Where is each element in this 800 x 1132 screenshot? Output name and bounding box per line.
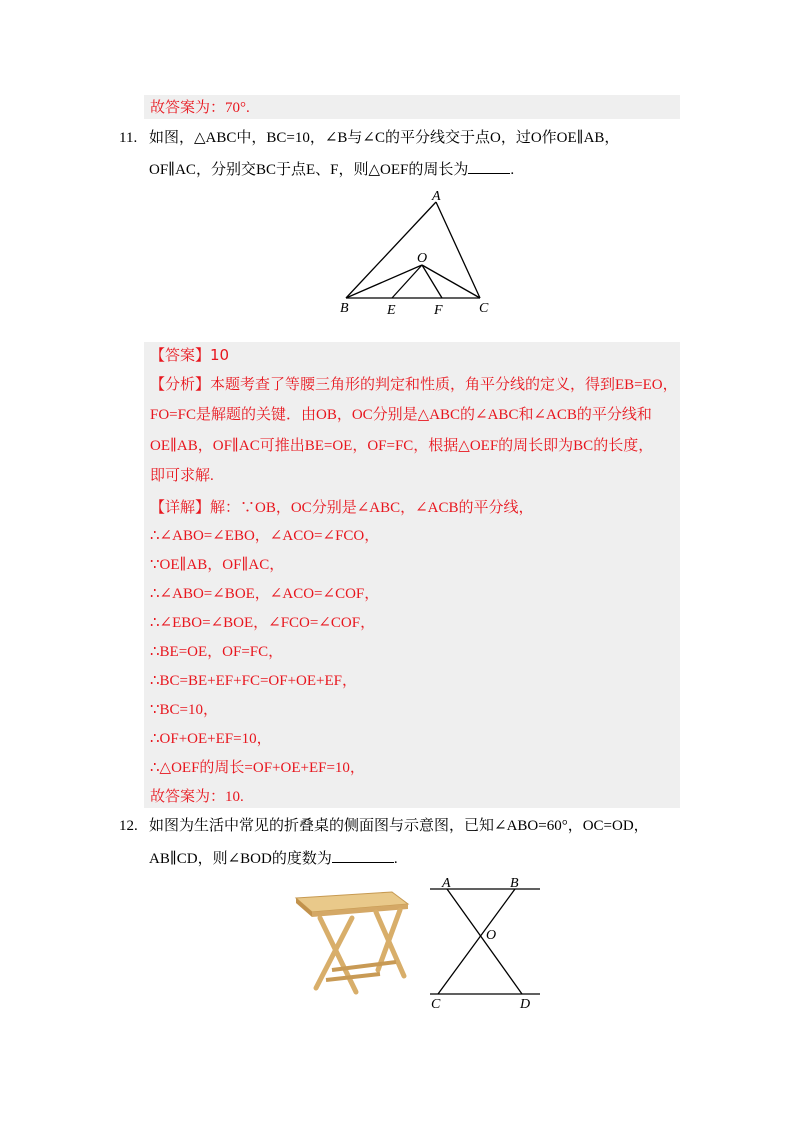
step-line: ∴∠ABO=∠EBO，∠ACO=∠FCO，	[150, 528, 380, 544]
q11-seg-ob	[346, 265, 422, 298]
analysis-text1: 本题考查了等腰三角形的判定和性质，角平分线的定义，得到EB=EO，	[210, 377, 678, 393]
q11-seg-oc	[422, 265, 480, 298]
q12-answer-blank	[332, 848, 394, 863]
analysis-line1	[150, 374, 678, 395]
q12-line2-end: .	[393, 851, 398, 867]
analysis-line3: OE∥AB，OF∥AC可推出BE=OE，OF=FC，根据△OEF的周长即为BC的长度，	[150, 438, 654, 454]
q11-label-e: E	[387, 303, 396, 318]
q12-line2	[149, 848, 398, 869]
analysis-line2: FO=FC是解题的关键．由OB，OC分别是△ABC的∠ABC和∠ACB的平分线和	[150, 407, 652, 423]
q11-label-a: A	[432, 189, 441, 204]
q11-answer-blank	[468, 159, 510, 174]
q11-seg-oe	[392, 265, 422, 298]
q11-line2-text: OF∥AC，分别交BC于点E、F，则△OEF的周长为	[149, 162, 469, 178]
q11-edge-ab	[346, 202, 436, 298]
q11-label-b: B	[340, 301, 349, 316]
q11-line1: 如图，△ABC中，BC=10，∠B与∠C的平分线交于点O，过O作OE∥AB，	[149, 130, 620, 146]
q11-triangle-figure	[330, 188, 500, 318]
answer-line	[150, 345, 229, 366]
q12-label-a: A	[442, 876, 451, 891]
final-answer: 故答案为：10.	[150, 789, 244, 805]
top-answer: 故答案为：70°.	[150, 100, 250, 116]
detail-tag: 【详解】	[150, 498, 211, 516]
step-line: ∴BC=BE+EF+FC=OF+OE+EF，	[150, 673, 358, 689]
q12-label-d: D	[520, 997, 531, 1012]
step-line: ∵BC=10，	[150, 702, 219, 718]
answer-value: 10	[210, 346, 230, 364]
q11-edge-ac	[436, 202, 480, 298]
q11-line2	[149, 159, 514, 180]
detail-text1: 解：∵OB，OC分别是∠ABC，∠ACB的平分线，	[210, 500, 534, 516]
answer-tag: 【答案】	[150, 346, 211, 364]
q12-line2-text: AB∥CD，则∠BOD的度数为	[149, 851, 332, 867]
q11-line2-end: .	[510, 162, 515, 178]
step-line: ∴∠EBO=∠BOE，∠FCO=∠COF，	[150, 615, 376, 631]
step-line: ∴BE=OE，OF=FC，	[150, 644, 284, 660]
step-line: ∴△OEF的周长=OF+OE+EF=10，	[150, 760, 365, 776]
folding-table-photo	[292, 888, 412, 1000]
q12-label-o: O	[486, 928, 497, 943]
q12-label-b: B	[510, 876, 519, 891]
q12-line1: 如图为生活中常见的折叠桌的侧面图与示意图，已知∠ABO=60°，OC=OD，	[149, 818, 649, 834]
step-line: ∴∠ABO=∠BOE，∠ACO=∠COF，	[150, 586, 380, 602]
q12-schematic-figure	[425, 875, 550, 1013]
q12-seg-ad	[447, 889, 522, 994]
detail-line1	[150, 497, 534, 518]
q12-seg-bc	[438, 889, 515, 994]
q11-label-o: O	[417, 251, 428, 266]
step-line: ∵OE∥AB，OF∥AC，	[150, 557, 285, 573]
q12-label-c: C	[431, 997, 441, 1012]
analysis-tag: 【分析】	[150, 375, 211, 393]
q11-number: 11.	[119, 130, 138, 146]
q11-label-f: F	[434, 303, 443, 318]
q12-number: 12.	[119, 818, 138, 834]
analysis-line4: 即可求解.	[150, 468, 214, 484]
q11-label-c: C	[479, 301, 489, 316]
step-line: ∴OF+OE+EF=10，	[150, 731, 272, 747]
